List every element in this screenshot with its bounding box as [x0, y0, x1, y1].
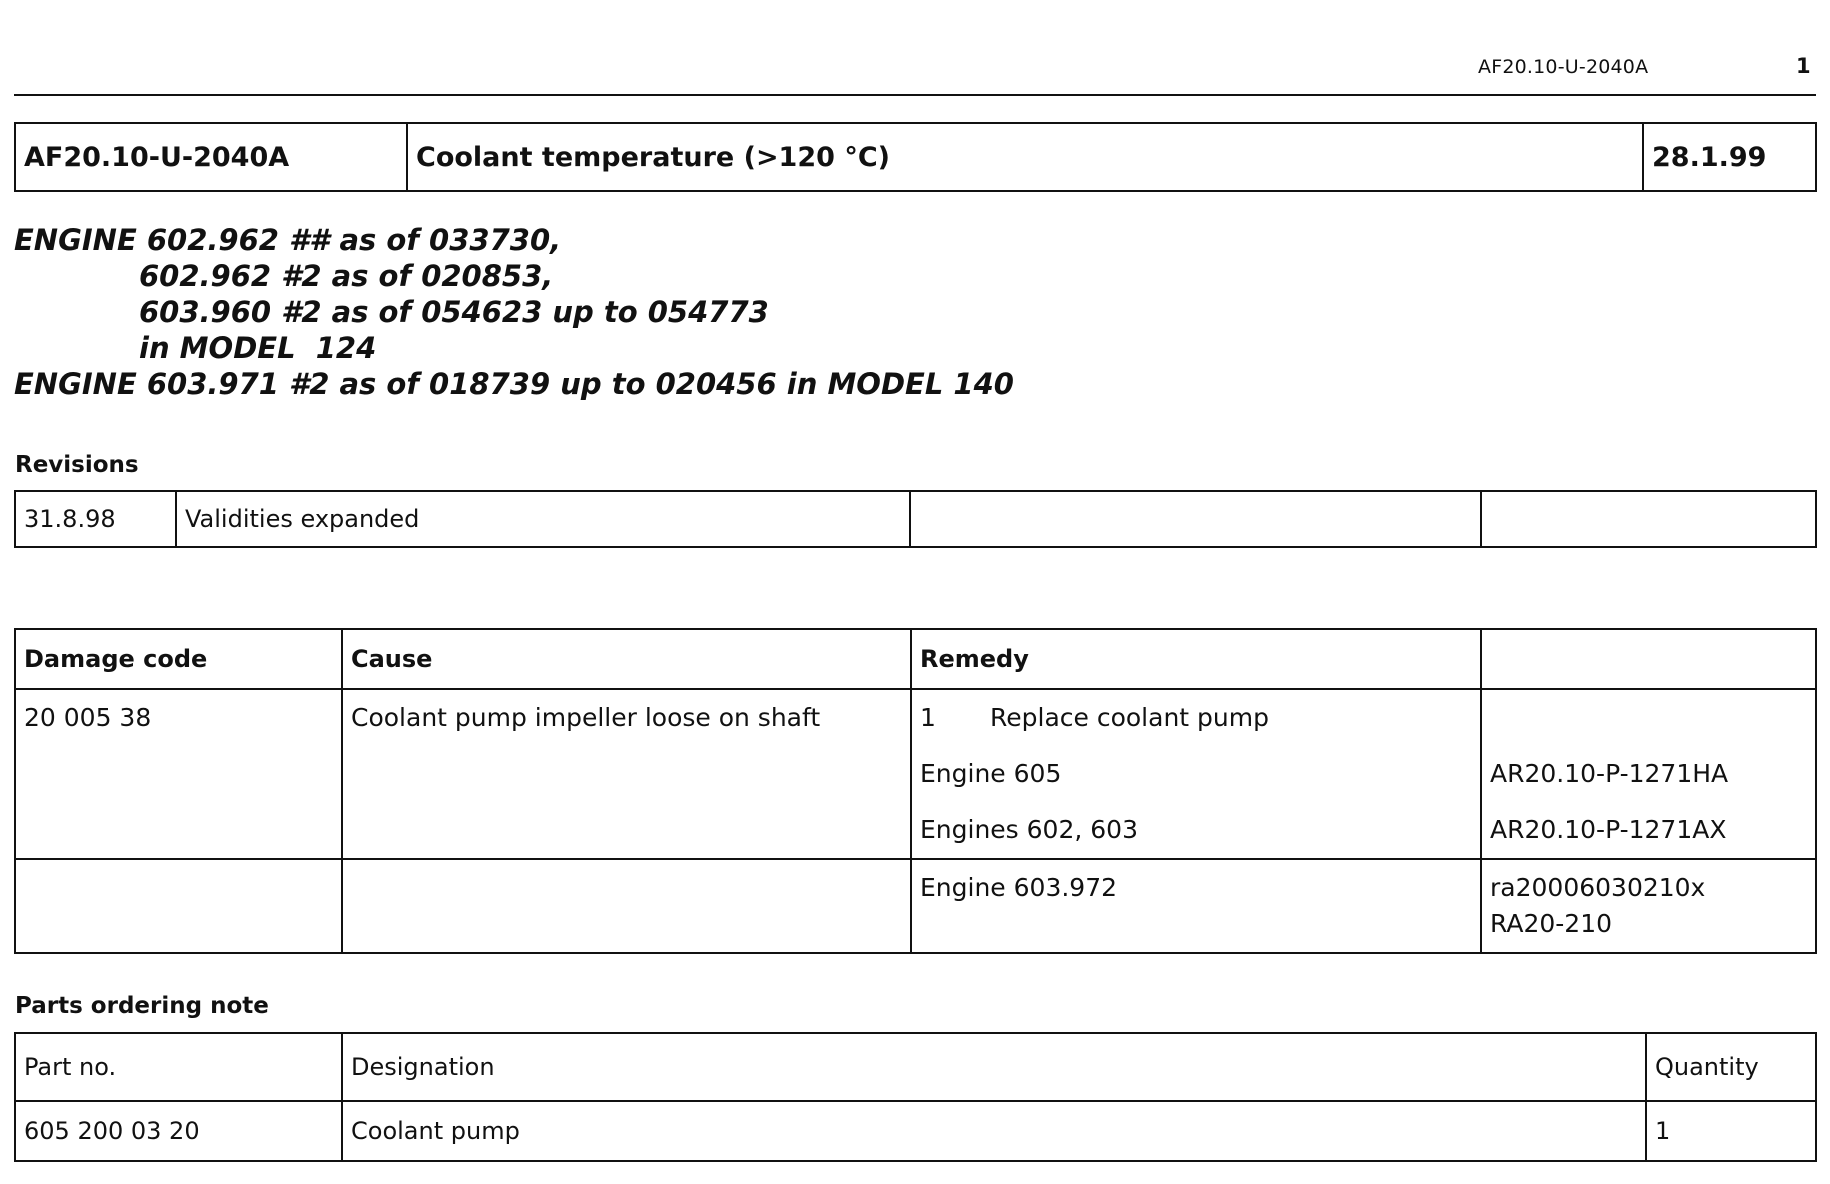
- parts-ordering-heading: Parts ordering note: [15, 993, 269, 1019]
- header-reference: [1481, 629, 1816, 689]
- damage-table: [14, 628, 1817, 954]
- validity-line: in MODEL 124: [139, 331, 377, 365]
- remedy-reference: ra20006030210x: [1490, 873, 1706, 902]
- remedy-step: [920, 690, 1472, 746]
- table-row: [15, 491, 1816, 547]
- remedy-step-text: Replace coolant pump: [990, 703, 1269, 732]
- remedy-line: Engine 603.972: [920, 873, 1118, 902]
- revisions-table: [14, 490, 1817, 548]
- remedy-line: Engines 602, 603: [920, 815, 1138, 844]
- header-doc-code: AF20.10-U-2040A: [1478, 56, 1649, 78]
- header-part-no: Part no.: [15, 1033, 342, 1101]
- part-designation: Coolant pump: [342, 1101, 1646, 1161]
- header-remedy: Remedy: [911, 629, 1481, 689]
- table-header-row: [15, 1033, 1816, 1101]
- header-damage-code: Damage code: [15, 629, 342, 689]
- remedy-step-number: 1: [920, 703, 936, 732]
- remedy-reference: AR20.10-P-1271AX: [1490, 815, 1727, 844]
- validity-line: ENGINE 603.971 #2 as of 018739 up to 020456 in MODEL 140: [14, 367, 1014, 401]
- header-cause: Cause: [342, 629, 911, 689]
- title-date: 28.1.99: [1643, 123, 1816, 191]
- remedy-reference: AR20.10-P-1271HA: [1490, 759, 1729, 788]
- revision-date: 31.8.98: [15, 491, 176, 547]
- table-row: [15, 1101, 1816, 1161]
- validity-block: [14, 222, 1014, 402]
- validity-line: ENGINE 602.962 ## as of 033730,: [14, 223, 562, 257]
- damage-code: 20 005 38: [24, 703, 152, 732]
- header-quantity: Quantity: [1646, 1033, 1816, 1101]
- page-number: 1: [1796, 54, 1811, 78]
- validity-line: 602.962 #2 as of 020853,: [139, 259, 554, 293]
- remedy-reference: RA20-210: [1490, 909, 1613, 938]
- revision-col4: [1481, 491, 1816, 547]
- table-row: [15, 689, 1816, 859]
- validity-line: 603.960 #2 as of 054623 up to 054773: [139, 295, 769, 329]
- damage-cause: Coolant pump impeller loose on shaft: [351, 703, 821, 732]
- header-divider: [14, 94, 1816, 96]
- title-subject: Coolant temperature (>120 °C): [407, 123, 1643, 191]
- title-code: AF20.10-U-2040A: [15, 123, 407, 191]
- revision-text: Validities expanded: [176, 491, 910, 547]
- title-table: [14, 122, 1817, 192]
- table-header-row: [15, 629, 1816, 689]
- damage-cause: [342, 859, 911, 953]
- header-designation: Designation: [342, 1033, 1646, 1101]
- remedy-line: Engine 605: [920, 759, 1062, 788]
- revisions-heading: Revisions: [15, 452, 139, 478]
- parts-table: [14, 1032, 1817, 1162]
- part-quantity: 1: [1646, 1101, 1816, 1161]
- revision-col3: [910, 491, 1481, 547]
- damage-code: [15, 859, 342, 953]
- table-row: [15, 859, 1816, 953]
- part-number: 605 200 03 20: [15, 1101, 342, 1161]
